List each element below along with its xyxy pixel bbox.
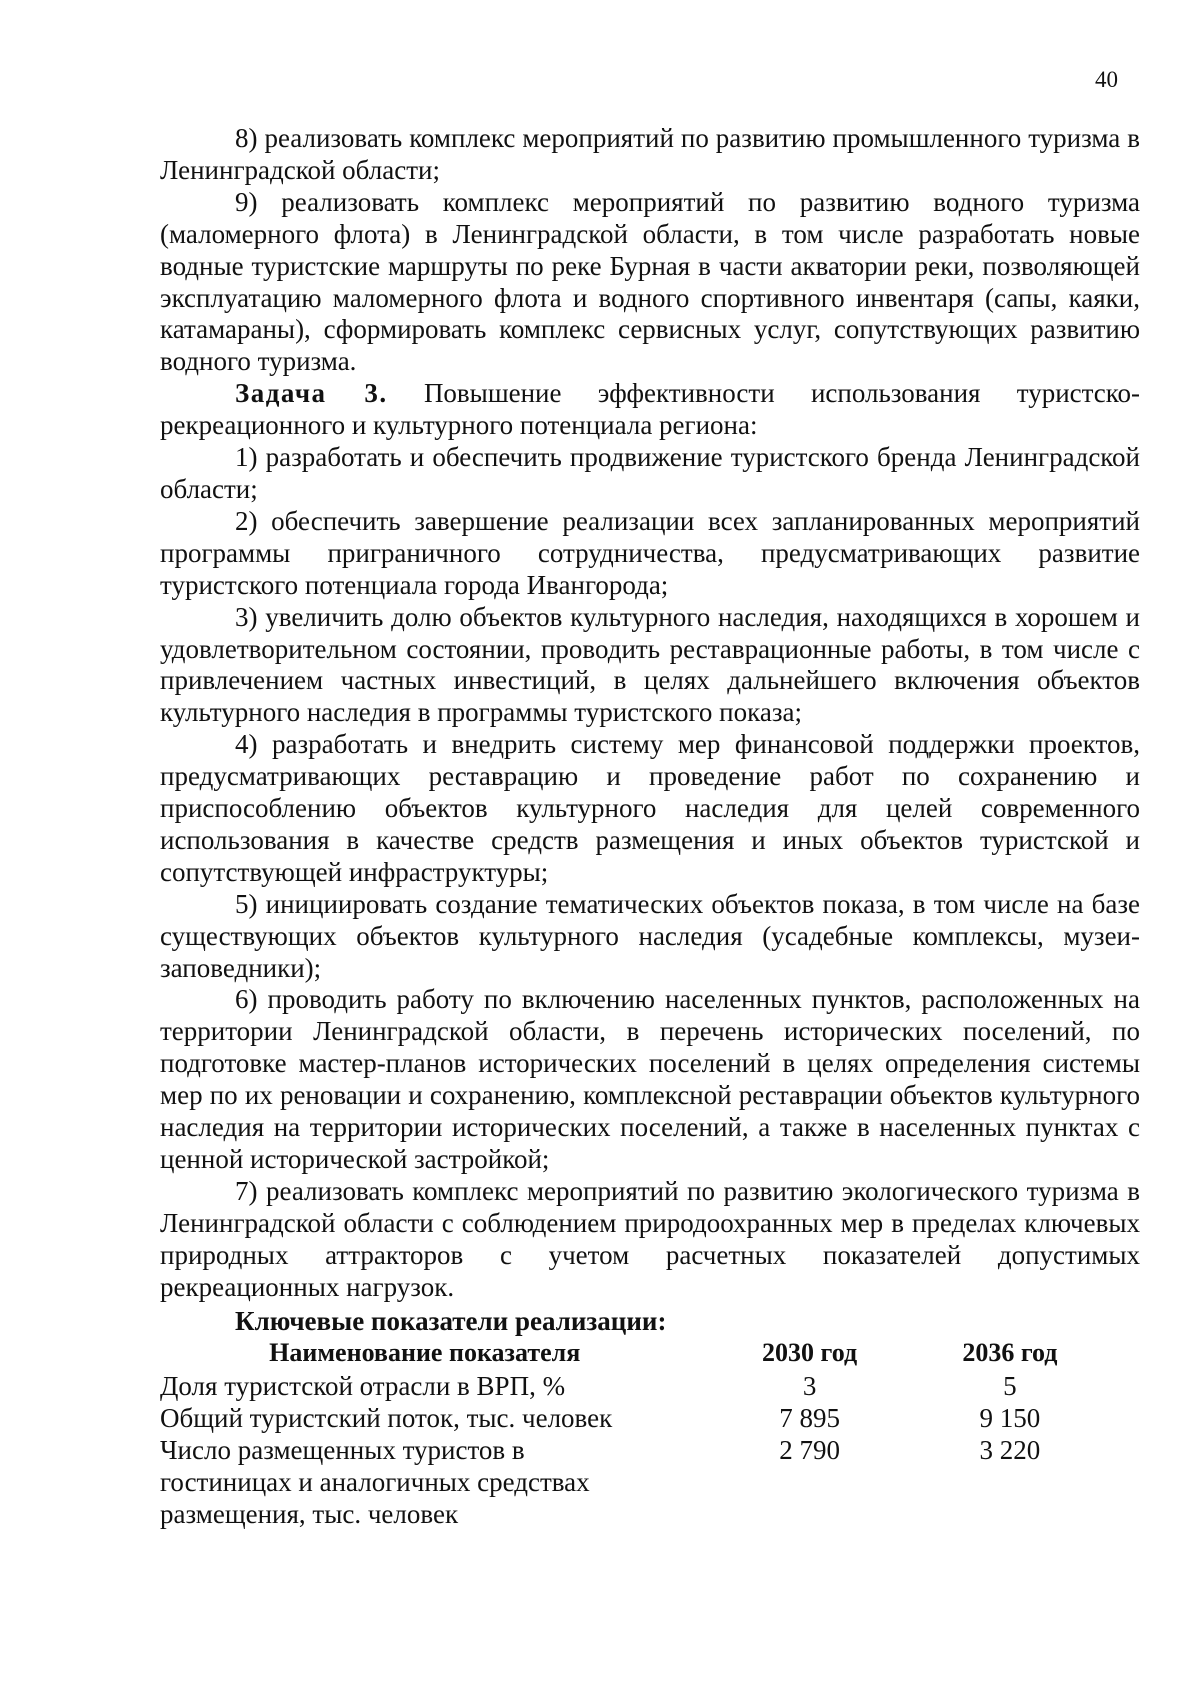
header-year-2036: 2036 год bbox=[962, 1337, 1058, 1367]
task-item-5: 5) инициировать создание тематических объектов показа, в том числе на базе существующих объектов культурного наследия (усадебные комплексы, музеи-заповедники); bbox=[160, 888, 1140, 983]
indicators-table bbox=[160, 1336, 1110, 1530]
table-row bbox=[160, 1370, 1110, 1402]
task-item-1: 1) разработать и обеспечить продвижение туристского бренда Ленинградской области; bbox=[160, 442, 1140, 504]
indicators-title: Ключевые показатели реализации: bbox=[235, 1305, 667, 1336]
paragraph-item-9: 9) реализовать комплекс мероприятий по развитию водного туризма (маломерного флота) в Ленинградской области, в том числе разработать новые водные туристские маршруты по реке Бурная в части акватории реки, позволяющей эксплуатацию маломерного флота и водного спортивного инвентаря (сапы, каяки, катамараны), сформировать комплекс сервисных услуг, сопутствующих развитию водного туризма. bbox=[160, 186, 1140, 377]
paragraph-item-8: 8) реализовать комплекс мероприятий по развитию промышленного туризма в Ленинградской области; bbox=[160, 123, 1140, 185]
indicator-name: Общий туристский поток, тыс. человек bbox=[160, 1402, 613, 1433]
task-text: Повышение эффективности использования туристско-рекреационного и культурного потенциала региона: bbox=[160, 378, 1141, 441]
task-item-2: 2) обеспечить завершение реализации всех запланированных мероприятий программы приграничного сотрудничества, предусматривающих развитие туристского потенциала города Ивангорода; bbox=[160, 505, 1140, 600]
task-item-6: 6) проводить работу по включению населенных пунктов, расположенных на территории Ленинградской области, в перечень исторических поселений, по подготовке мастер-планов исторических поселений в целях определения системы мер по их реновации и сохранению, комплексной реставрации объектов культурного наследия на территории исторических поселений, а также в населенных пунктах с ценной исторической застройкой; bbox=[160, 984, 1140, 1174]
header-year-2030: 2030 год bbox=[762, 1337, 858, 1367]
indicators-header-row bbox=[160, 1336, 1110, 1370]
table-row bbox=[160, 1402, 1110, 1434]
indicator-value-2036: 9 150 bbox=[979, 1402, 1041, 1433]
task-item-4: 4) разработать и внедрить систему мер финансовой поддержки проектов, предусматривающих реставрацию и проведение работ по сохранению и приспособлению объектов культурного наследия для целей современного использования в качестве средств размещения и иных объектов туристской и сопутствующей инфраструктуры; bbox=[160, 729, 1140, 887]
indicator-value-2036: 5 bbox=[1003, 1370, 1017, 1401]
document-body bbox=[160, 123, 1140, 1530]
indicator-value-2030: 2 790 bbox=[779, 1434, 840, 1465]
page-number: 40 bbox=[1095, 67, 1118, 92]
indicator-value-2036: 3 220 bbox=[979, 1434, 1041, 1465]
task-item-7: 7) реализовать комплекс мероприятий по развитию экологического туризма в Ленинградской области с соблюдением природоохранных мер в пределах ключевых природных аттракторов с учетом расчетных показателей допустимых рекреационных нагрузок. bbox=[160, 1175, 1140, 1302]
indicator-name: Число размещенных туристов в гостиницах и аналогичных средствах размещения, тыс. человек bbox=[160, 1434, 590, 1529]
indicator-value-2030: 3 bbox=[802, 1370, 817, 1401]
task-heading bbox=[160, 378, 1140, 442]
indicator-value-2030: 7 895 bbox=[779, 1402, 840, 1433]
task-item-3: 3) увеличить долю объектов культурного наследия, находящихся в хорошем и удовлетворительном состоянии, проводить реставрационные работы, в том числе с привлечением частных инвестиций, в целях дальнейшего включения объектов культурного наследия в программы туристского показа; bbox=[160, 601, 1140, 728]
table-row bbox=[160, 1434, 1110, 1530]
indicator-name: Доля туристской отрасли в ВРП, % bbox=[160, 1370, 566, 1401]
task-label: Задача 3. bbox=[235, 378, 388, 409]
header-indicator-name: Наименование показателя bbox=[269, 1337, 581, 1367]
